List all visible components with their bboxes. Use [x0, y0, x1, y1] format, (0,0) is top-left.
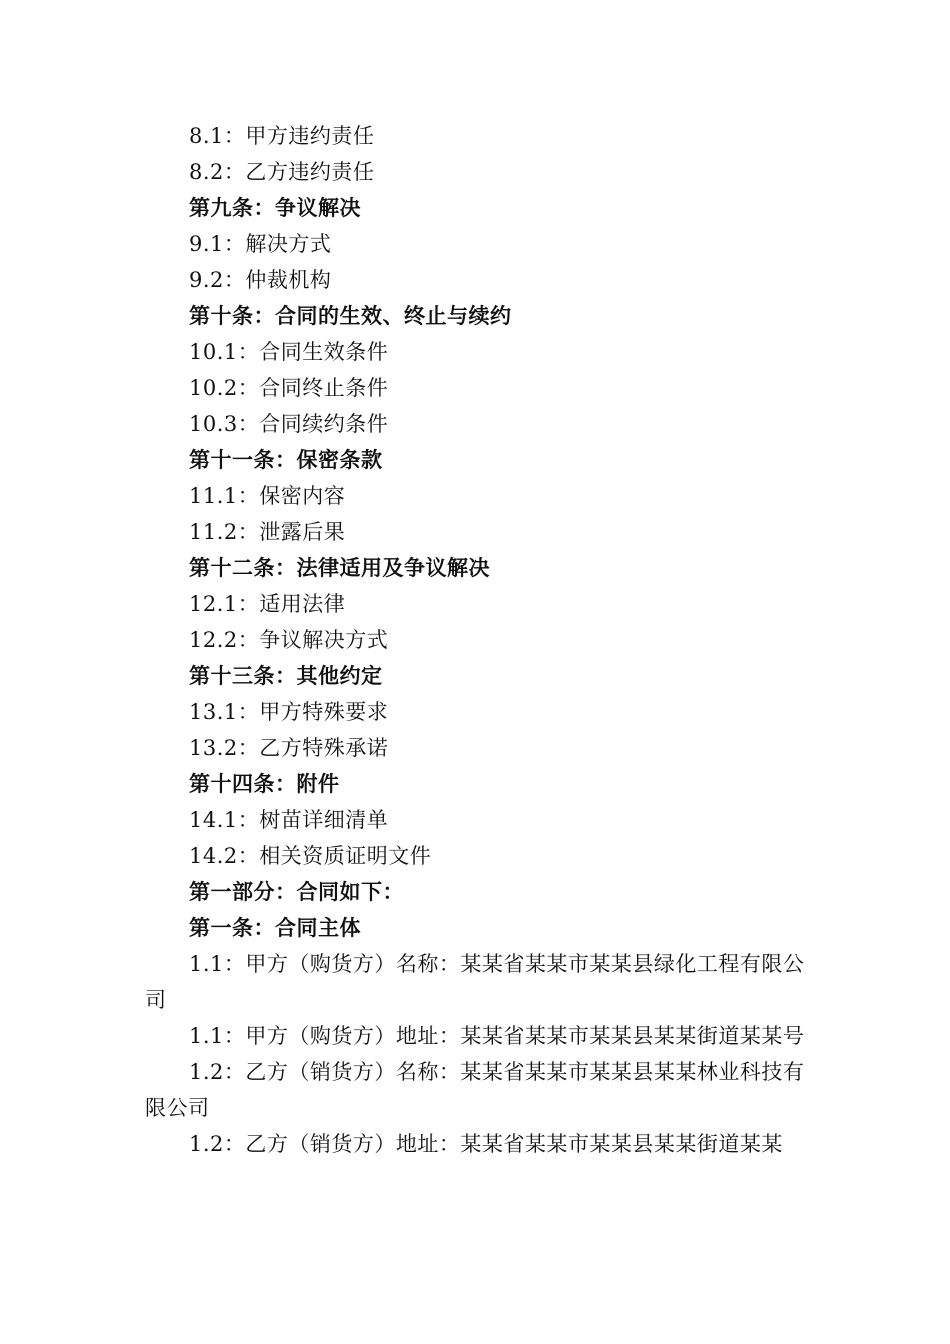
- clause-item: 8.2：乙方违约责任: [189, 160, 375, 184]
- clause-item: 11.1：保密内容: [189, 484, 346, 508]
- party-a-name: 1.1：甲方（购货方）名称：某某省某某市某某县绿化工程有限公司: [145, 952, 805, 1012]
- clause-heading: 第十一条：保密条款: [189, 447, 383, 472]
- clause-item: 14.2：相关资质证明文件: [189, 844, 432, 868]
- party-b-name: 1.2：乙方（销货方）名称：某某省某某市某某县某某林业科技有限公司: [145, 1060, 805, 1120]
- party-a-address: 1.1：甲方（购货方）地址：某某省某某市某某县某某街道某某号: [189, 1024, 805, 1048]
- clause-heading: 第十四条：附件: [189, 771, 340, 796]
- clause-item: 13.1：甲方特殊要求: [189, 700, 389, 724]
- clause-item: 8.1：甲方违约责任: [189, 124, 375, 148]
- document-body: [145, 118, 810, 1162]
- clause-item: 13.2：乙方特殊承诺: [189, 736, 389, 760]
- clause-heading: 第九条：争议解决: [189, 195, 361, 220]
- clause-heading: 第十条：合同的生效、终止与续约: [189, 303, 512, 328]
- section-heading: 第一部分：合同如下：: [189, 879, 404, 904]
- party-b-address: 1.2：乙方（销货方）地址：某某省某某市某某县某某街道某某: [189, 1132, 783, 1156]
- clause-heading: 第十二条：法律适用及争议解决: [189, 555, 490, 580]
- clause-item: 14.1：树苗详细清单: [189, 808, 389, 832]
- clause-heading: 第一条：合同主体: [189, 915, 361, 940]
- clause-item: 12.1：适用法律: [189, 592, 346, 616]
- clause-item: 9.2：仲裁机构: [189, 268, 332, 292]
- clause-item: 9.1：解决方式: [189, 232, 332, 256]
- clause-item: 10.1：合同生效条件: [189, 340, 389, 364]
- clause-item: 10.3：合同续约条件: [189, 412, 389, 436]
- clause-item: 10.2：合同终止条件: [189, 376, 389, 400]
- clause-item: 11.2：泄露后果: [189, 520, 346, 544]
- clause-item: 12.2：争议解决方式: [189, 628, 389, 652]
- clause-heading: 第十三条：其他约定: [189, 663, 383, 688]
